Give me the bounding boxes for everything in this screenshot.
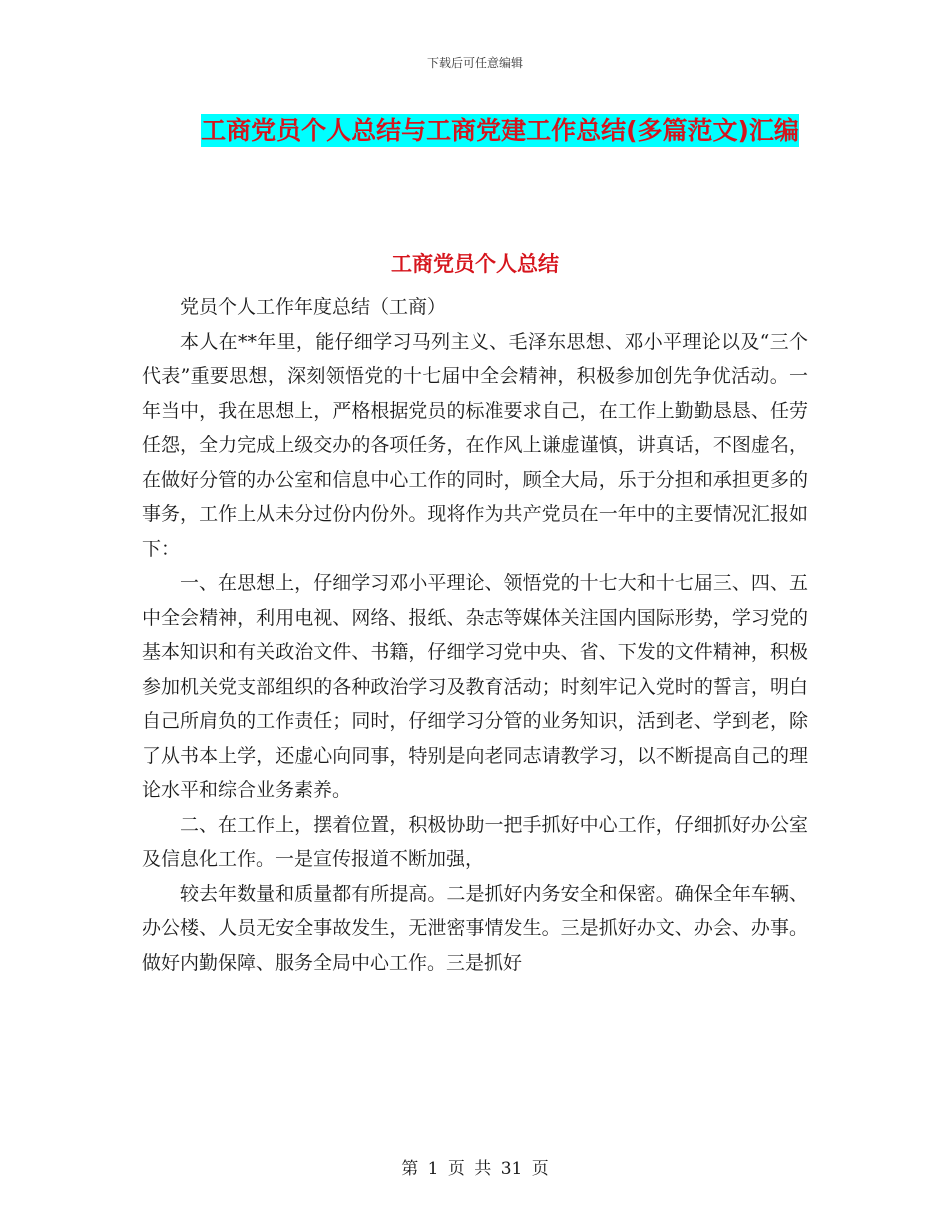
- document-title: [190, 110, 810, 152]
- section-title: 工商党员个人总结: [391, 252, 559, 276]
- page-footer: 第 1 页 共 31 页: [401, 1159, 549, 1179]
- document-body: [142, 290, 808, 980]
- header-note: 下载后可任意编辑: [426, 56, 523, 70]
- body-paragraph: 一、在思想上，仔细学习邓小平理论、领悟党的十七大和十七届三、四、五中全会精神，利用电视、网络、报纸、杂志等媒体关注国内国际形势，学习党的基本知识和有关政治文件、书籍，仔细学习党中央、省、下发的文件精神，积极参加机关党支部组织的各种政治学习及教育活动；时刻牢记入党时的誓言，明白自己所肩负的工作责任；同时，仔细学习分管的业务知识，活到老、学到老，除了从书本上学，还虚心向同事，特别是向老同志请教学习，以不断提高自己的理论水平和综合业务素养。: [142, 572, 808, 801]
- body-paragraph: 较去年数量和质量都有所提高。二是抓好内务安全和保密。确保全年车辆、办公楼、人员无安全事故发生，无泄密事情发生。三是抓好办文、办会、办事。做好内勤保障、服务全局中心工作。三是抓好: [142, 882, 808, 974]
- body-paragraph: 二、在工作上，摆着位置，积极协助一把手抓好中心工作，仔细抓好办公室及信息化工作。一是宣传报道不断加强，: [142, 813, 808, 870]
- body-paragraph: 本人在**年里，能仔细学习马列主义、毛泽东思想、邓小平理论以及“三个代表”重要思想，深刻领悟党的十七届中全会精神，积极参加创先争优活动。一年当中，我在思想上，严格根据党员的标准要求自己，在工作上勤勤恳恳、任劳任怨，全力完成上级交办的各项任务，在作风上谦虚谨慎，讲真话，不图虚名，在做好分管的办公室和信息中心工作的同时，顾全大局，乐于分担和承担更多的事务，工作上从未分过份内份外。现将作为共产党员在一年中的主要情况汇报如下：: [142, 330, 808, 560]
- document-title-text: 工商党员个人总结与工商党建工作总结(多篇范文)汇编: [201, 116, 799, 145]
- body-paragraph: 党员个人工作年度总结（工商）: [180, 296, 447, 318]
